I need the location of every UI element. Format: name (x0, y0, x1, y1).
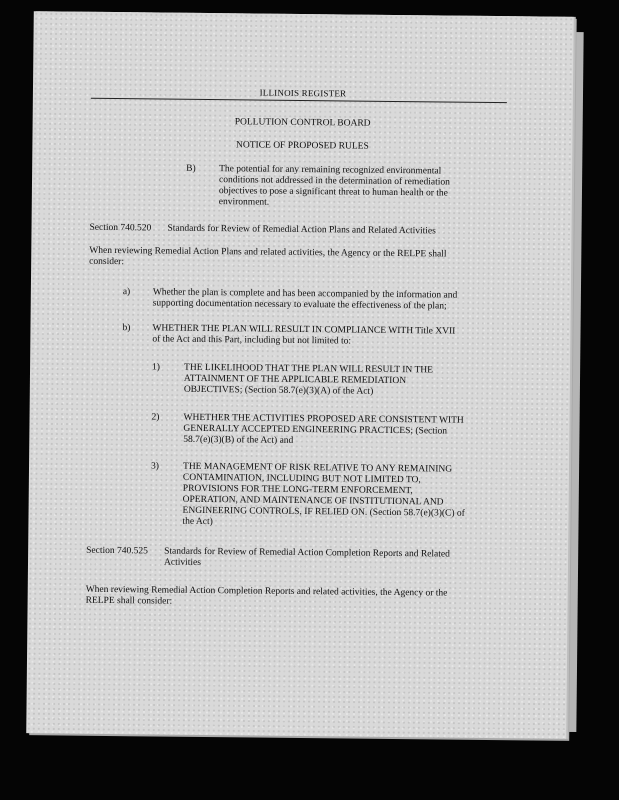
sub-item-3-marker: 3) (150, 461, 160, 472)
sub-item-3-line: the Act) (182, 516, 213, 528)
sub-item-1-line: ATTAINMENT OF THE APPLICABLE REMEDIATION (183, 373, 407, 387)
section-525-number: Section 740.525 (86, 545, 148, 557)
sub-item-3-line: PROVISIONS FOR THE LONG-TERM ENFORCEMENT, (182, 483, 413, 497)
sub-item-2-marker: 2) (151, 412, 160, 423)
sub-item-3-line: ENGINEERING CONTROLS, IF RELIED ON. (Section 58.7(e)(3)(C) of (182, 505, 465, 519)
section-520-number: Section 740.520 (89, 222, 152, 234)
section-520-title: Standards for Review of Remedial Action Plans and Related Activities (167, 223, 436, 237)
sub-item-2-line: WHETHER THE ACTIVITIES PROPOSED ARE CONSISTENT WITH (183, 412, 464, 426)
section-520-intro-line: consider: (89, 256, 125, 268)
sub-item-1-marker: 1) (152, 362, 161, 373)
item-a-line: Whether the plan is complete and has been accompanied by the information and (152, 287, 458, 301)
sub-item-3-line: OPERATION, AND MAINTENANCE OF INSTITUTIONAL AND (182, 494, 444, 508)
item-b-line: of the Act and this Part, including but not limited to: (152, 334, 352, 347)
board-title: POLLUTION CONTROL BOARD (234, 117, 371, 129)
notice-title: NOTICE OF PROPOSED RULES (235, 140, 369, 152)
item-b-top-line: objectives to pose a significant threat to human health or the (218, 186, 448, 199)
sub-item-1-line: THE LIKELIHOOD THAT THE PLAN WILL RESULT IN THE (184, 362, 434, 376)
register-header: ILLINOIS REGISTER (259, 87, 347, 99)
item-b-top-marker: B) (186, 163, 196, 174)
section-525-intro-line: RELPE shall consider: (85, 595, 173, 607)
item-b-top-line: environment. (218, 197, 270, 208)
section-520-intro-line: When reviewing Remedial Action Plans and related activities, the Agency or the RELPE shall (89, 245, 447, 260)
section-525-title-line: Activities (163, 557, 202, 568)
sub-item-3-line: THE MANAGEMENT OF RISK RELATIVE TO ANY REMAINING (182, 461, 453, 475)
item-b-line: WHETHER THE PLAN WILL RESULT IN COMPLIANCE WITH Title XVII (152, 323, 456, 337)
item-b-top-line: The potential for any remaining recognized environmental (219, 164, 442, 177)
item-a-marker: a) (122, 287, 131, 298)
document-page (26, 11, 574, 739)
section-525-title-line: Standards for Review of Remedial Action Completion Reports and Related (164, 546, 450, 560)
item-b-marker: b) (122, 323, 131, 334)
sub-item-3-line: CONTAMINATION, INCLUDING BUT NOT LIMITED TO, (182, 472, 421, 486)
sub-item-2-line: 58.7(e)(3)(B) of the Act) and (183, 434, 294, 446)
sub-item-2-line: GENERALLY ACCEPTED ENGINEERING PRACTICES; (Section (183, 423, 448, 437)
sub-item-1-line: OBJECTIVES; (Section 58.7(e)(3)(A) of the Act) (183, 384, 374, 397)
item-b-top-line: conditions not addressed in the determination of remediation (218, 175, 450, 188)
item-a-line: supporting documentation necessary to evaluate the effectiveness of the plan; (152, 298, 447, 312)
section-525-intro-line: When reviewing Remedial Action Completion Reports and related activities, the Agency or the (85, 584, 448, 599)
